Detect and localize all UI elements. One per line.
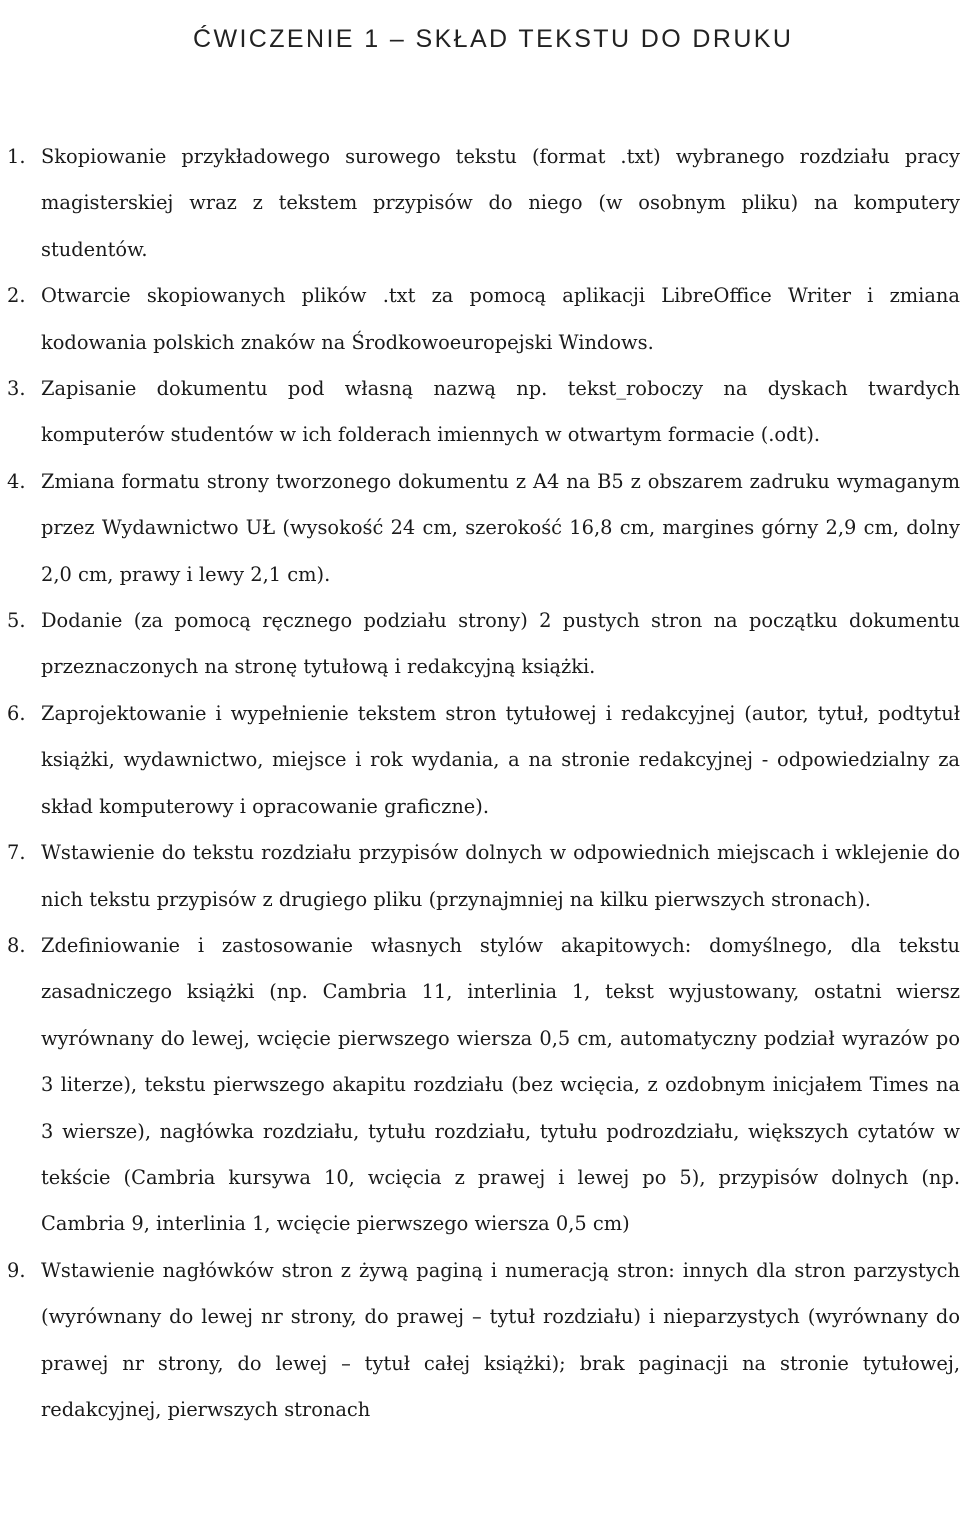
- list-item-2: [0, 273, 960, 366]
- list-item-8: [0, 923, 960, 1248]
- list-item-5: [0, 598, 960, 691]
- item-number: 7.: [7, 841, 26, 865]
- item-number: 3.: [7, 377, 26, 401]
- item-text: Zaprojektowanie i wypełnienie tekstem stron tytułowej i redakcyjnej (autor, tytuł, podtytuł książki, wydawnictwo, miejsce i rok wydania, a na stronie redakcyjnej - odpowiedzialny za skład komputerowy i opracowanie graficzne).: [41, 701, 960, 818]
- list-item-7: [0, 830, 960, 923]
- item-number: 5.: [7, 609, 26, 633]
- item-number: 9.: [7, 1258, 26, 1282]
- item-text: Wstawienie nagłówków stron z żywą paginą i numeracją stron: innych dla stron parzystych (wyrównany do lewej nr strony, do prawej – tytuł rozdziału) i nieparzystych (wyrównany do prawej nr strony, do lewej – tytuł całej książki); brak paginacji na stronie tytułowej, redakcyjnej, pierwszych stronach: [41, 1258, 960, 1421]
- item-number: 6.: [7, 701, 26, 725]
- list-item-1: [0, 134, 960, 273]
- item-number: 4.: [7, 469, 26, 493]
- item-text: Wstawienie do tekstu rozdziału przypisów dolnych w odpowiednich miejscach i wklejenie do nich tekstu przypisów z drugiego pliku (przynajmniej na kilku pierwszych stronach).: [41, 841, 960, 911]
- item-text: Zdefiniowanie i zastosowanie własnych stylów akapitowych: domyślnego, dla tekstu zasadniczego książki (np. Cambria 11, interlinia 1, tekst wyjustowany, ostatni wiersz wyrównany do lewej, wcięcie pierwszego wiersza 0,5 cm, automatyczny podział wyrazów po 3 literze), tekstu pierwszego akapitu rozdziału (bez wcięcia, z ozdobnym inicjałem Times na 3 wiersze), nagłówka rozdziału, tytułu rozdziału, tytułu podrozdziału, większych cytatów w tekście (Cambria kursywa 10, wcięcia z prawej i lewej po 5), przypisów dolnych (np. Cambria 9, interlinia 1, wcięcie pierwszego wiersza 0,5 cm): [41, 933, 960, 1236]
- page-title: ĆWICZENIE 1 – SKŁAD TEKSTU DO DRUKU: [193, 24, 794, 53]
- item-text: Otwarcie skopiowanych plików .txt za pomocą aplikacji LibreOffice Writer i zmiana kodowania polskich znaków na Środkowoeuropejski Windows.: [41, 284, 960, 354]
- item-text: Zmiana formatu strony tworzonego dokumentu z A4 na B5 z obszarem zadruku wymaganym przez Wydawnictwo UŁ (wysokość 24 cm, szerokość 16,8 cm, margines górny 2,9 cm, dolny 2,0 cm, prawy i lewy 2,1 cm).: [41, 469, 960, 586]
- list-item-9: [0, 1248, 960, 1434]
- item-text: Zapisanie dokumentu pod własną nazwą np. tekst_roboczy na dyskach twardych komputerów studentów w ich folderach imiennych w otwartym formacie (.odt).: [41, 377, 960, 447]
- item-text: Dodanie (za pomocą ręcznego podziału strony) 2 pustych stron na początku dokumentu przeznaczonych na stronę tytułową i redakcyjną książki.: [41, 609, 960, 679]
- item-number: 8.: [7, 933, 26, 957]
- item-text: Skopiowanie przykładowego surowego tekstu (format .txt) wybranego rozdziału pracy magisterskiej wraz z tekstem przypisów do niego (w osobnym pliku) na komputery studentów.: [41, 145, 960, 261]
- item-number: 2.: [7, 284, 26, 308]
- item-number: 1.: [7, 145, 26, 168]
- exercise-steps-list: [0, 134, 960, 1433]
- list-item-6: [0, 691, 960, 830]
- list-item-3: [0, 366, 960, 459]
- list-item-4: [0, 459, 960, 598]
